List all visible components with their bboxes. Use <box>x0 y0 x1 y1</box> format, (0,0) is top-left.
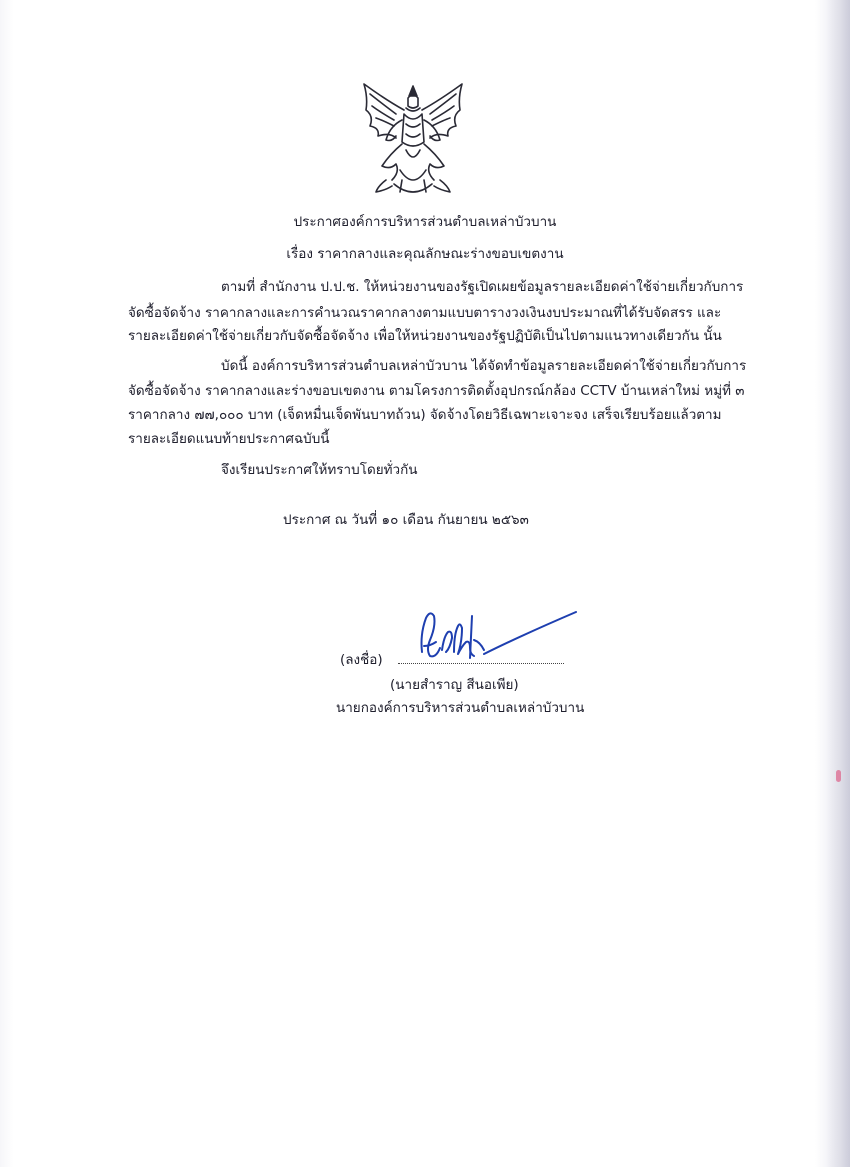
announcement-date: ประกาศ ณ วันที่ ๑๐ เดือน กันยายน ๒๕๖๓ <box>283 512 529 528</box>
signatory-position: นายกองค์การบริหารส่วนตำบลเหล่าบัวบาน <box>336 700 585 716</box>
sign-label: (ลงชื่อ) <box>340 652 383 668</box>
handwritten-signature <box>400 606 585 666</box>
paragraph-2-line-1: บัดนี้ องค์การบริหารส่วนตำบลเหล่าบัวบาน ได้จัดทำข้อมูลรายละเอียดค่าใช้จ่ายเกี่ยวกับการ <box>221 358 747 374</box>
paragraph-2-line-4: รายละเอียดแนบท้ายประกาศฉบับนี้ <box>128 431 330 447</box>
paragraph-2-line-3: ราคากลาง ๗๗,๐๐๐ บาท (เจ็ดหมื่นเจ็ดพันบาทถ้วน) จัดจ้างโดยวิธีเฉพาะเจาะจง เสร็จเรียบร้อยแล้วตาม <box>128 407 722 423</box>
announcement-subject: เรื่อง ราคากลางและคุณลักษณะร่างขอบเขตงาน <box>286 246 564 262</box>
signatory-name: (นายสำราญ สีนอเพีย) <box>390 677 519 693</box>
announcement-title: ประกาศองค์การบริหารส่วนตำบลเหล่าบัวบาน <box>293 214 557 230</box>
paragraph-1-line-3: รายละเอียดค่าใช้จ่ายเกี่ยวกับจัดซื้อจัดจ้าง เพื่อให้หน่วยงานของรัฐปฏิบัติเป็นไปตามแนวทางเดียวกัน นั้น <box>128 328 722 344</box>
garuda-emblem-icon <box>356 80 470 200</box>
paragraph-2-line-2: จัดซื้อจัดจ้าง ราคากลางและร่างขอบเขตงาน ตามโครงการติดตั้งอุปกรณ์กล้อง CCTV บ้านเหล่าใหม่ หมู่ที่ ๓ <box>128 383 745 399</box>
paragraph-1-line-2: จัดซื้อจัดจ้าง ราคากลางและการคำนวณราคากลางตามแบบตารางวงเงินงบประมาณที่ได้รับจัดสรร และ <box>128 305 722 321</box>
red-ink-mark <box>836 770 841 782</box>
paragraph-1-line-1: ตามที่ สำนักงาน ป.ป.ช. ให้หน่วยงานของรัฐเปิดเผยข้อมูลรายละเอียดค่าใช้จ่ายเกี่ยวกับการ <box>221 279 744 295</box>
page-edge-shadow <box>826 0 850 1167</box>
closing-line: จึงเรียนประกาศให้ทราบโดยทั่วกัน <box>221 462 418 478</box>
